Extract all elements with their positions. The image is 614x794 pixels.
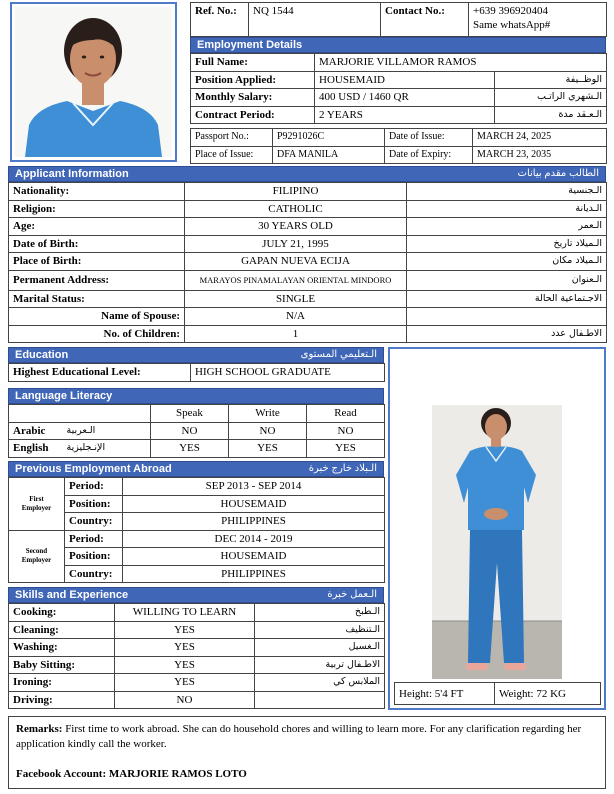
expiry-value: MARCH 23, 2035 — [473, 146, 607, 164]
language-label: Arabic — [9, 422, 63, 440]
remarks-section — [8, 716, 606, 789]
applicant-row — [9, 308, 607, 326]
skill-arabic-label: الـتنظيف — [255, 621, 385, 639]
children-label: No. of Children: — [9, 325, 185, 343]
employment-value: HOUSEMAID — [315, 71, 495, 89]
skill-arabic-label: الاطـفال تربية — [255, 656, 385, 674]
passport-table — [190, 128, 607, 164]
spouse-label: Name of Spouse: — [9, 308, 185, 326]
applicant-value: SINGLE — [185, 290, 407, 308]
applicant-row — [9, 183, 607, 201]
skill-value: YES — [115, 656, 255, 674]
weight-cell — [495, 683, 601, 705]
applicant-information-header — [8, 166, 606, 182]
applicant-row — [9, 200, 607, 218]
spouse-arabic-label — [407, 308, 607, 326]
measurements-table — [394, 682, 601, 705]
ref-value: NQ 1544 — [249, 3, 381, 37]
skill-value: YES — [115, 674, 255, 692]
second-country-value: PHILIPPINES — [123, 565, 385, 583]
employment-arabic-label: الوظــيفة — [495, 71, 607, 89]
applicant-row — [9, 218, 607, 236]
language-arabic-label: الإنـجليزية — [63, 440, 151, 458]
facebook-label: Facebook Account: — [16, 768, 107, 780]
applicant-arabic-label: الـميلاد تاريخ — [407, 235, 607, 253]
height-value: 5'4 FT — [434, 687, 464, 700]
facebook-value: MARJORIE RAMOS LOTO — [108, 768, 247, 780]
employment-arabic-label: الـعـقد مدة — [495, 106, 607, 124]
education-table — [8, 363, 385, 382]
applicant-row — [9, 290, 607, 308]
issue-place-label: Place of Issue: — [191, 146, 273, 164]
skill-row — [9, 604, 385, 622]
skill-arabic-label: الـغسيل — [255, 639, 385, 657]
applicant-value: MARAYOS PINAMALAYAN ORIENTAL MINDORO — [185, 270, 407, 290]
headshot-photo — [15, 7, 172, 157]
language-row — [9, 440, 385, 458]
skill-label: Baby Sitting: — [9, 656, 115, 674]
skill-arabic-label: الـطبخ — [255, 604, 385, 622]
applicant-value: JULY 21, 1995 — [185, 235, 407, 253]
position-label: Position: — [65, 495, 123, 513]
language-row — [9, 422, 385, 440]
second-employer-label-2: Employer — [21, 556, 52, 565]
full-body-photo — [432, 405, 562, 679]
employment-label: Contract Period: — [191, 106, 315, 124]
employment-row — [191, 106, 607, 124]
period-label: Period: — [65, 478, 123, 496]
applicant-arabic-label: الـديانة — [407, 200, 607, 218]
applicant-row — [9, 270, 607, 290]
first-position-value: HOUSEMAID — [123, 495, 385, 513]
skill-arabic-label — [255, 691, 385, 709]
applicant-arabic-label: الـميلاد مكان — [407, 253, 607, 271]
education-label: Highest Educational Level: — [9, 364, 191, 382]
education-header — [8, 347, 384, 363]
contact-note: Same whatsApp# — [473, 19, 551, 31]
employment-value: 2 YEARS — [315, 106, 495, 124]
first-employer-label — [9, 478, 65, 531]
expiry-label: Date of Expiry: — [385, 146, 473, 164]
height-label: Height: — [399, 687, 432, 700]
second-employer-label — [9, 530, 65, 583]
first-employer-label-1: First — [29, 494, 44, 503]
employment-label: Position Applied: — [191, 71, 315, 89]
applicant-arabic-label: الـجنسية — [407, 183, 607, 201]
skill-row — [9, 639, 385, 657]
applicant-label: Religion: — [9, 200, 185, 218]
first-period-value: SEP 2013 - SEP 2014 — [123, 478, 385, 496]
language-literacy-title: Language Literacy — [15, 390, 113, 402]
applicant-value: GAPAN NUEVA ECIJA — [185, 253, 407, 271]
employment-table — [190, 53, 607, 124]
education-section — [8, 347, 384, 382]
employment-arabic-label: الـشهري الراتـب — [495, 89, 607, 107]
applicant-arabic-label: الـعنوان — [407, 270, 607, 290]
previous-employment-header — [8, 461, 384, 477]
employment-row — [191, 71, 607, 89]
skills-title-ar: الـعمل خبرة — [327, 589, 377, 600]
skill-label: Ironing: — [9, 674, 115, 692]
children-value: 1 — [185, 325, 407, 343]
skill-row — [9, 621, 385, 639]
applicant-value: FILIPINO — [185, 183, 407, 201]
contact-value: +639 396920404 — [473, 5, 548, 17]
skill-label: Cooking: — [9, 604, 115, 622]
applicant-value: 30 YEARS OLD — [185, 218, 407, 236]
applicant-label: Age: — [9, 218, 185, 236]
education-title: Education — [15, 349, 69, 361]
employment-label: Full Name: — [191, 54, 315, 72]
language-blank-cell — [9, 405, 151, 423]
skill-label: Cleaning: — [9, 621, 115, 639]
education-value: HIGH SCHOOL GRADUATE — [191, 364, 385, 382]
skill-value: YES — [115, 621, 255, 639]
passport-label: Passport No.: — [191, 129, 273, 147]
children-arabic-label: الاطـفال عدد — [407, 325, 607, 343]
applicant-full-body — [432, 405, 562, 679]
position-label: Position: — [65, 548, 123, 566]
language-arabic-label: الـعربية — [63, 422, 151, 440]
previous-employment-section — [8, 461, 384, 583]
contact-cell — [469, 3, 607, 37]
remarks-label: Remarks: — [16, 723, 63, 735]
applicant-row — [9, 253, 607, 271]
language-col-read: Read — [307, 405, 385, 423]
skills-title: Skills and Experience — [15, 589, 129, 601]
remarks-text: First time to work abroad. She can do household chores and willing to learn more. For any clarification regarding her application kindly call the worker. — [16, 723, 582, 750]
employment-value: 400 USD / 1460 QR — [315, 89, 495, 107]
employment-details-header — [190, 37, 606, 53]
language-value: YES — [229, 440, 307, 458]
language-literacy-section — [8, 388, 384, 458]
remarks-paragraph — [16, 722, 598, 752]
second-position-value: HOUSEMAID — [123, 548, 385, 566]
skills-table — [8, 603, 385, 709]
employment-label: Monthly Salary: — [191, 89, 315, 107]
applicant-row — [9, 235, 607, 253]
applicant-row — [9, 325, 607, 343]
language-value: NO — [307, 422, 385, 440]
applicant-information-title-ar: الطالب مقدم بيانات — [517, 168, 599, 179]
reference-table — [190, 2, 607, 37]
employment-value: MARJORIE VILLAMOR RAMOS — [315, 54, 607, 72]
applicant-table — [8, 182, 607, 343]
previous-employment-title: Previous Employment Abroad — [15, 463, 172, 475]
applicant-label: Date of Birth: — [9, 235, 185, 253]
applicant-information-section — [8, 166, 606, 343]
applicant-label: Marital Status: — [9, 290, 185, 308]
applicant-arabic-label: الـعمر — [407, 218, 607, 236]
skill-label: Driving: — [9, 691, 115, 709]
applicant-label: Permanent Address: — [9, 270, 185, 290]
second-employer-label-1: Second — [25, 547, 48, 556]
facebook-line — [16, 768, 247, 780]
skill-arabic-label: الملابس كي — [255, 674, 385, 692]
skill-row — [9, 656, 385, 674]
skill-row — [9, 674, 385, 692]
applicant-arabic-label: الاجـتماعية الحالة — [407, 290, 607, 308]
language-table — [8, 404, 385, 458]
passport-value: P9291026C — [273, 129, 385, 147]
issue-date-value: MARCH 24, 2025 — [473, 129, 607, 147]
language-col-write: Write — [229, 405, 307, 423]
ref-label: Ref. No.: — [191, 3, 249, 37]
full-body-photo-frame — [388, 347, 606, 710]
issue-place-value: DFA MANILA — [273, 146, 385, 164]
language-value: YES — [151, 440, 229, 458]
country-label: Country: — [65, 513, 123, 531]
weight-label: Weight: — [499, 687, 534, 700]
language-value: NO — [229, 422, 307, 440]
employment-row — [191, 54, 607, 72]
country-label: Country: — [65, 565, 123, 583]
skill-value: NO — [115, 691, 255, 709]
applicant-headshot — [15, 7, 172, 157]
first-employer-label-2: Employer — [21, 503, 52, 512]
issue-date-label: Date of Issue: — [385, 129, 473, 147]
language-literacy-header — [8, 388, 384, 404]
applicant-value: CATHOLIC — [185, 200, 407, 218]
applicant-label: Place of Birth: — [9, 253, 185, 271]
education-title-ar: الـتعليمي المستوى — [300, 349, 377, 360]
language-value: NO — [151, 422, 229, 440]
weight-value: 72 KG — [536, 687, 566, 700]
previous-employment-title-ar: الـبلاد خارج خبرة — [308, 463, 377, 474]
skill-label: Washing: — [9, 639, 115, 657]
second-period-value: DEC 2014 - 2019 — [123, 530, 385, 548]
skill-value: WILLING TO LEARN — [115, 604, 255, 622]
headshot-photo-frame — [10, 2, 177, 162]
skills-section — [8, 587, 384, 709]
applicant-label: Nationality: — [9, 183, 185, 201]
skill-row — [9, 691, 385, 709]
first-country-value: PHILIPPINES — [123, 513, 385, 531]
language-col-speak: Speak — [151, 405, 229, 423]
employment-row — [191, 89, 607, 107]
spouse-value: N/A — [185, 308, 407, 326]
contact-label: Contact No.: — [381, 3, 469, 37]
language-label: English — [9, 440, 63, 458]
period-label: Period: — [65, 530, 123, 548]
employment-details-section — [190, 37, 606, 164]
skill-value: YES — [115, 639, 255, 657]
previous-employment-table — [8, 477, 385, 583]
language-value: YES — [307, 440, 385, 458]
applicant-information-title: Applicant Information — [15, 168, 129, 180]
skills-header — [8, 587, 384, 603]
employment-details-title: Employment Details — [197, 39, 303, 51]
height-cell — [395, 683, 495, 705]
